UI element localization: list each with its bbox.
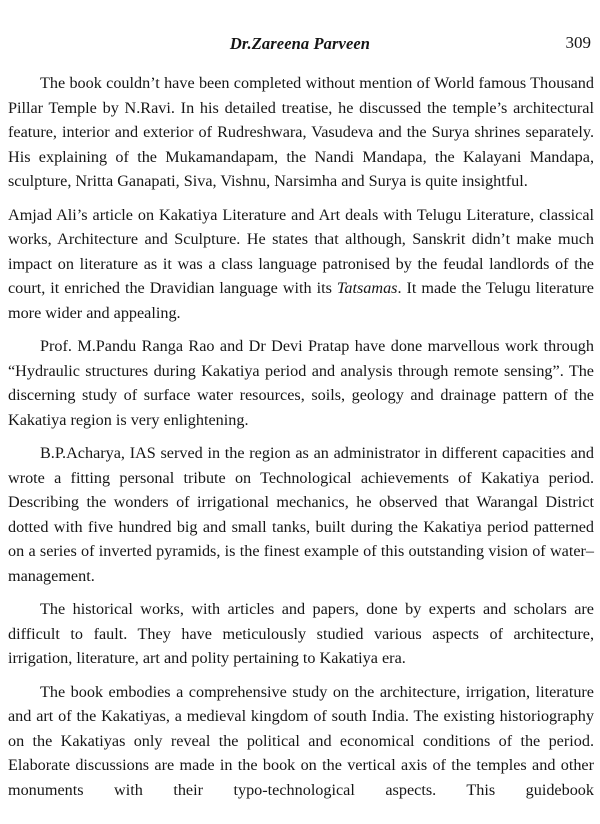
- paragraph-text: The book couldn’t have been completed without mention of World famous Thousand Pillar Temple by N.Ravi. In his detailed treatise, he discussed the temple’s architectural feature, interior and exterior of Rudreshwara, Vasudeva and the Surya shrines separately. His explaining of the Mukamandapam, the Nandi Mandapa, the Kalayani Mandapa, sculpture, Nritta Ganapati, Siva, Vishnu, Narsimha and Surya is quite insightful.: [8, 74, 594, 190]
- body-text: [8, 71, 594, 811]
- paragraph-text: The book embodies a comprehensive study on the architecture, irrigation, literature and art of the Kakatiyas, a medieval kingdom of south India. The existing historiography on the Kakatiyas only reveal the political and economical conditions of the period. Elaborate discussions are made in the book on the vertical axis of the temples and other monuments with their typo-technological aspects. This guidebook: [8, 682, 594, 799]
- paragraph-text: B.P.Acharya, IAS served in the region as an administrator in different capacities and wrote a fitting personal tribute on Technological achievements of Kakatiya period. Describing the wonders of irrigational mechanics, he observed that Warangal District dotted with five hundred big and small tanks, built during the Kakatiya period patterned on a series of inverted pyramids, is the finest example of this outstanding vision of water–management.: [8, 444, 594, 585]
- paragraph-text: The historical works, with articles and papers, done by experts and scholars are difficult to fault. They have meticulously studied various aspects of architecture, irrigation, literature, art and polity pertaining to Kakatiya era.: [8, 600, 594, 667]
- paragraph-hydraulic-structures: [8, 334, 594, 432]
- paragraph-kakatiya-literature: [8, 203, 594, 326]
- paragraph-text: Amjad Ali’s article on Kakatiya Literature and Art deals with Telugu Literature, classical works, Architecture and Sculpture. He states that although, Sanskrit didn’t make much impact on literature as it was a class language patronised by the feudal landlords of the court, it enriched the Dravidian language with its: [8, 205, 594, 297]
- paragraph-text: Prof. M.Pandu Ranga Rao and Dr Devi Pratap have done marvellous work through “Hydraulic structures during Kakatiya period and analysis through remote sensing”. The discerning study of surface water resources, soils, geology and drainage pattern of the Kakatiya region is very enlightening.: [8, 337, 594, 429]
- paragraph-book-embodies: [8, 680, 594, 803]
- paragraph-acharya-tribute: [8, 441, 594, 588]
- paragraph-thousand-pillar-temple: [8, 71, 594, 194]
- paragraph-text: . It made the Telugu literature more wider and appealing.: [8, 279, 594, 322]
- paragraph-historical-works: [8, 597, 594, 671]
- page-header: [0, 34, 600, 58]
- page-number: 309: [565, 33, 591, 52]
- running-head-author: Dr.Zareena Parveen: [229, 34, 371, 53]
- italic-term: Tatsamas: [336, 279, 398, 297]
